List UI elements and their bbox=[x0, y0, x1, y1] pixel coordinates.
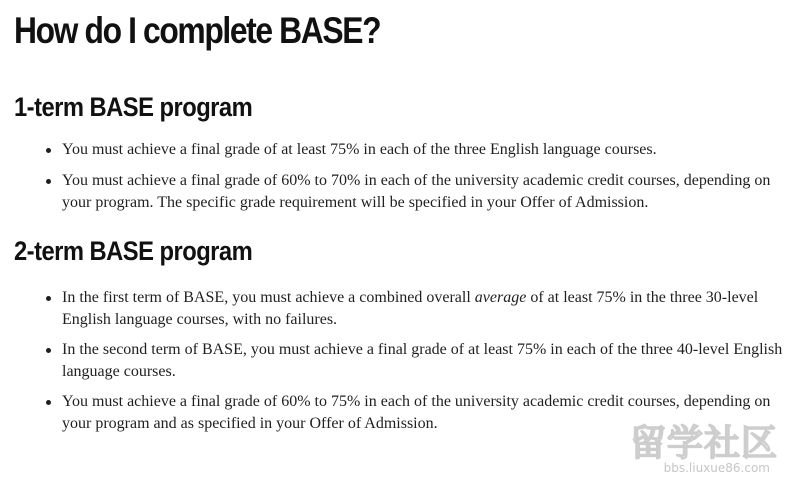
list-item-text: of at least 75% in the three 30-level English language courses, with no failures. bbox=[62, 289, 759, 328]
list-item bbox=[62, 287, 786, 331]
list-item: In the second term of BASE, you must achieve a final grade of at least 75% in each of the three 40-level English language courses. bbox=[62, 339, 786, 383]
list-item: You must achieve a final grade of at least 75% in each of the three English language courses. bbox=[62, 139, 786, 161]
list-item: You must achieve a final grade of 60% to 70% in each of the university academic credit courses, depending on your program. The specific grade requirement will be specified in your Offer of Admission. bbox=[62, 170, 786, 214]
list-item: You must achieve a final grade of 60% to 75% in each of the university academic credit courses, depending on your program and as specified in your Offer of Admission. bbox=[62, 391, 786, 435]
page-title: How do I complete BASE? bbox=[14, 10, 381, 51]
requirements-list-2-term bbox=[14, 287, 786, 435]
list-item-text: In the first term of BASE, you must achieve a combined overall bbox=[62, 289, 475, 306]
watermark-url: bbs.liuxue86.com bbox=[663, 461, 770, 475]
emphasis-average: average bbox=[474, 289, 527, 306]
watermark-logo-text: 留学社区 bbox=[629, 423, 778, 464]
requirements-list-1-term bbox=[14, 139, 786, 214]
section-heading-1-term: 1-term BASE program bbox=[14, 92, 253, 122]
section-heading-2-term: 2-term BASE program bbox=[14, 236, 253, 266]
